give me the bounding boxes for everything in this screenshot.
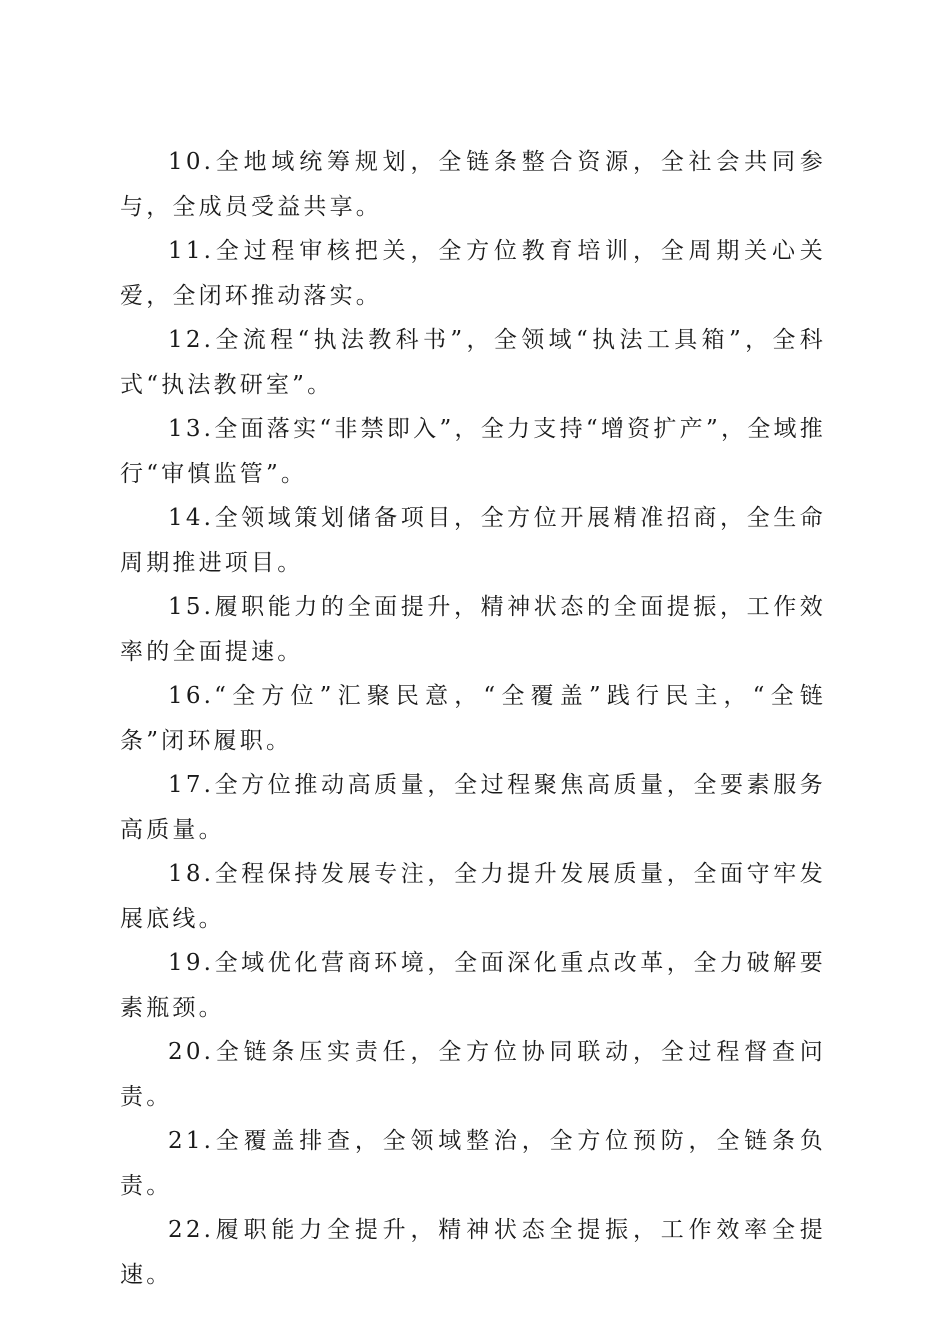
paragraph-10: 10.全地域统筹规划，全链条整合资源，全社会共同参与，全成员受益共享。 [120,149,826,220]
paragraph-11: 11.全过程审核把关，全方位教育培训，全周期关心关爱，全闭环推动落实。 [120,238,826,309]
paragraph-21: 21.全覆盖排查，全领域整治，全方位预防，全链条负责。 [120,1128,826,1199]
paragraph-14: 14.全领域策划储备项目，全方位开展精准招商，全生命周期推进项目。 [120,505,826,576]
paragraph-13: 13.全面落实“非禁即入”，全力支持“增资扩产”，全域推行“审慎监管”。 [120,416,826,487]
paragraph-20: 20.全链条压实责任，全方位协同联动，全过程督查问责。 [120,1039,826,1110]
paragraph-12: 12.全流程“执法教科书”，全领域“执法工具箱”，全科式“执法教研室”。 [120,327,826,398]
document-body [120,140,826,1297]
paragraph-16: 16.“全方位”汇聚民意，“全覆盖”践行民主，“全链条”闭环履职。 [120,683,826,754]
paragraph-18: 18.全程保持发展专注，全力提升发展质量，全面守牢发展底线。 [120,861,826,932]
paragraph-15: 15.履职能力的全面提升，精神状态的全面提振，工作效率的全面提速。 [120,594,826,665]
paragraph-22: 22.履职能力全提升，精神状态全提振，工作效率全提速。 [120,1217,826,1288]
paragraph-17: 17.全方位推动高质量，全过程聚焦高质量，全要素服务高质量。 [120,772,826,843]
paragraph-19: 19.全域优化营商环境，全面深化重点改革，全力破解要素瓶颈。 [120,950,826,1021]
